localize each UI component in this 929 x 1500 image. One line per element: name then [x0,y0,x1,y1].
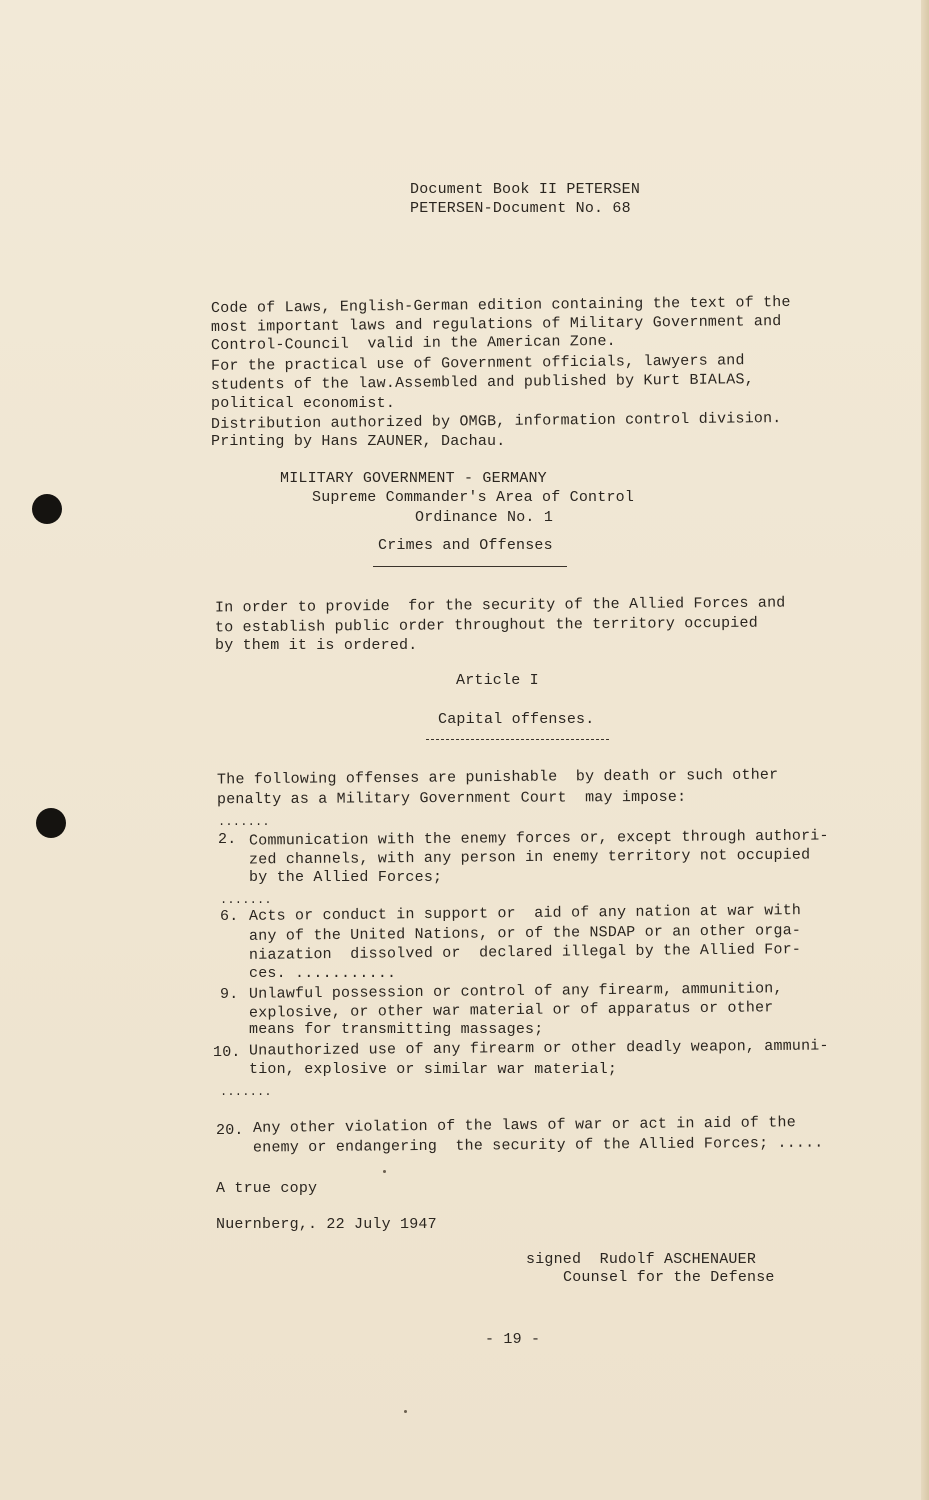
doc-book-label: Document Book II PETERSEN [410,181,641,198]
item-20-line-2: enemy or endangering the security of the Allied Forces; ..... [252,1134,824,1157]
preface-line-6: political economist. [211,395,396,412]
punch-hole-lower [36,808,66,838]
item-10-line-2: tion, explosive or similar war material; [249,1061,618,1078]
preface-line-4: For the practical use of Government officials, lawyers and [210,352,745,375]
item-number-20: 20. [216,1122,244,1139]
intro-line-1: The following offenses are punishable by death or such other [216,766,779,789]
article-subheading: Capital offenses. [438,711,595,728]
ordinance-title: Crimes and Offenses [378,537,553,554]
article-heading: Article I [456,672,539,689]
item-9-line-3: means for transmitting massages; [249,1021,544,1038]
true-copy-label: A true copy [216,1180,318,1197]
item-number-10: 10. [213,1044,241,1061]
page-number: - 19 - [485,1331,541,1348]
item-6-line-1: Acts or conduct in support or aid of any nation at war with [248,902,802,925]
item-10-line-1: Unauthorized use of any firearm or other deadly weapon, ammuni- [248,1037,829,1060]
item-6-line-3: niazation dissolved or declared illegal by the Allied For- [248,941,802,964]
item-9-line-2: explosive, or other war material or of apparatus or other [248,999,774,1022]
punch-hole-upper [32,494,62,524]
item-2-line-1: Communication with the enemy forces or, except through authori- [248,827,829,850]
signer-role: Counsel for the Defense [563,1269,775,1286]
item-6-line-4: ces. ........... [249,965,397,982]
item-number-9: 9. [220,986,239,1003]
omission-dots-2: ....... [220,893,272,907]
omission-dots-3: ....... [220,1085,272,1099]
ink-speck [383,1170,386,1173]
preface-line-1: Code of Laws, English-German edition containing the text of the [210,293,791,318]
item-2-line-2: zed channels, with any person in enemy territory not occupied [248,846,811,869]
item-6-line-2: any of the United Nations, or of the NSDAP or an other orga- [248,922,802,945]
signature-line: signed Rudolf ASCHENAUER [526,1251,757,1268]
item-number-2: 2. [218,831,237,848]
paper-edge [921,0,929,1500]
omission-dots-1: ....... [218,815,270,829]
ordinance-area: Supreme Commander's Area of Control [312,489,635,506]
subheading-underline [426,739,609,740]
preface-line-8: Printing by Hans ZAUNER, Dachau. [211,433,506,450]
item-9-line-1: Unlawful possession or control of any firearm, ammunition, [248,980,783,1003]
ordinance-number: Ordinance No. 1 [415,509,554,526]
intro-line-2: penalty as a Military Government Court may impose: [216,788,687,809]
preface-line-2: most important laws and regulations of Military Government and [210,313,782,336]
item-number-6: 6. [220,908,239,925]
preface-line-3: Control-Council valid in the American Zone. [210,332,616,355]
preamble-line-2: to establish public order throughout the territory occupied [214,614,758,637]
ordinance-authority: MILITARY GOVERNMENT - GERMANY [280,470,547,487]
preface-line-7: Distribution authorized by OMGB, information control division. [210,410,782,433]
place-date: Nuernberg,. 22 July 1947 [216,1216,437,1233]
ink-speck-bottom [404,1410,407,1413]
preamble-line-1: In order to provide for the security of the Allied Forces and [214,594,786,617]
item-20-line-1: Any other violation of the laws of war or act in aid of the [252,1114,796,1137]
preamble-line-3: by them it is ordered. [215,637,418,654]
item-2-line-3: by the Allied Forces; [249,869,443,886]
title-underline [373,566,567,567]
doc-number-label: PETERSEN-Document No. 68 [410,200,631,217]
preface-line-5: students of the law.Assembled and published by Kurt BIALAS, [210,371,754,394]
